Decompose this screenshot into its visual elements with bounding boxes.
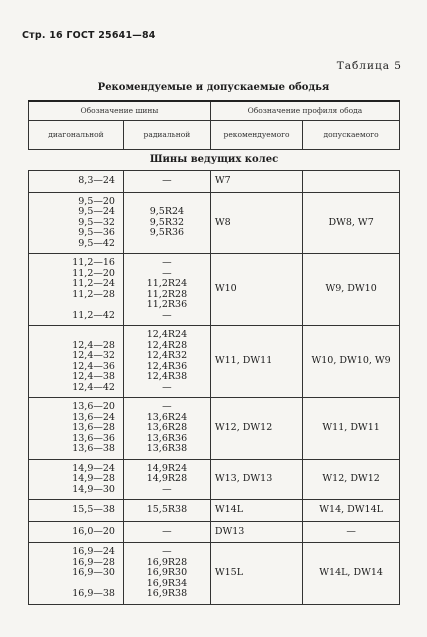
diagonal-cell-line: 13,6—20 bbox=[72, 401, 115, 412]
diagonal-cell bbox=[29, 500, 124, 522]
diagonal-cell-line: 13,6—38 bbox=[72, 443, 115, 454]
header-recommended: рекомендуемого bbox=[210, 121, 302, 150]
recommended-rim-cell: W11, DW11 bbox=[210, 326, 302, 398]
diagonal-cell-line: 16,9—24 bbox=[72, 546, 115, 557]
header-radial: радиальной bbox=[123, 121, 210, 150]
diagonal-cell-line bbox=[29, 330, 115, 341]
radial-cell bbox=[123, 500, 210, 522]
radial-cell-line: — bbox=[162, 175, 172, 186]
table-body bbox=[29, 171, 400, 605]
radial-cell-line: 9,5R24 bbox=[149, 206, 185, 217]
permitted-rim-cell: W14, DW14L bbox=[303, 500, 400, 522]
diagonal-cell bbox=[29, 326, 124, 398]
radial-cell-line: 11,2R24 bbox=[146, 278, 188, 289]
recommended-rim-cell: W7 bbox=[210, 171, 302, 193]
diagonal-cell bbox=[29, 192, 124, 254]
diagonal-cell-line bbox=[29, 300, 115, 311]
radial-cell-line: 13,6R36 bbox=[146, 432, 188, 444]
diagonal-cell bbox=[29, 543, 124, 605]
radial-cell bbox=[123, 398, 210, 460]
permitted-rim-cell: W11, DW11 bbox=[303, 398, 400, 460]
diagonal-cell-line: 8,3—24 bbox=[78, 175, 115, 186]
diagonal-cell bbox=[29, 459, 124, 500]
radial-cell-line: 12,4R38 bbox=[146, 371, 188, 382]
table-row bbox=[29, 543, 400, 605]
recommended-rim-cell: W14L bbox=[210, 500, 302, 522]
diagonal-cell-line: 16,0—20 bbox=[72, 525, 115, 537]
radial-cell-line: — bbox=[162, 309, 172, 321]
diagonal-cell bbox=[29, 521, 124, 543]
permitted-rim-cell bbox=[303, 171, 400, 193]
radial-cell-line: 9,5R36 bbox=[149, 227, 185, 238]
diagonal-cell-line: 12,4—28 bbox=[72, 339, 115, 351]
radial-cell bbox=[123, 171, 210, 193]
recommended-rim-cell: W13, DW13 bbox=[210, 459, 302, 500]
radial-cell-line: 13,6R28 bbox=[146, 422, 188, 433]
radial-cell-line: — bbox=[162, 483, 172, 495]
radial-cell bbox=[123, 521, 210, 543]
diagonal-cell-line: 12,4—36 bbox=[72, 360, 115, 372]
diagonal-cell bbox=[29, 254, 124, 326]
radial-cell-line: 12,4R36 bbox=[146, 360, 188, 372]
diagonal-cell-line: 13,6—28 bbox=[72, 422, 115, 433]
table-row bbox=[29, 398, 400, 460]
recommended-rim-cell: W12, DW12 bbox=[210, 398, 302, 460]
radial-cell-line: — bbox=[162, 381, 172, 393]
table-row bbox=[29, 192, 400, 254]
radial-cell-line: 12,4R28 bbox=[146, 339, 188, 351]
diagonal-cell-line: 14,9—30 bbox=[72, 483, 115, 495]
diagonal-cell-line: 14,9—24 bbox=[72, 462, 115, 474]
table-number: Таблица 5 bbox=[336, 60, 402, 72]
radial-cell bbox=[123, 254, 210, 326]
radial-cell-line bbox=[124, 239, 210, 250]
recommended-rim-cell: W8 bbox=[210, 192, 302, 254]
radial-cell-line: 11,2R36 bbox=[146, 299, 188, 310]
radial-cell-line: 16,9R30 bbox=[146, 567, 188, 578]
radial-cell-line: 14,9R24 bbox=[146, 462, 188, 474]
recommended-rim-cell: W10 bbox=[210, 254, 302, 326]
radial-cell-line: 16,9R38 bbox=[146, 588, 188, 599]
diagonal-cell-line: 12,4—42 bbox=[72, 381, 115, 393]
diagonal-cell-line: 11,2—16 bbox=[72, 257, 115, 268]
permitted-rim-cell: W12, DW12 bbox=[303, 459, 400, 500]
diagonal-cell-line: 9,5—36 bbox=[78, 227, 115, 238]
diagonal-cell-line: 9,5—24 bbox=[78, 206, 115, 217]
recommended-rim-cell: DW13 bbox=[210, 521, 302, 543]
table-row bbox=[29, 254, 400, 326]
radial-cell-line: 16,9R34 bbox=[146, 577, 188, 589]
diagonal-cell-line: 11,2—20 bbox=[72, 267, 115, 279]
diagonal-cell-line: 16,9—38 bbox=[72, 588, 115, 599]
table-row bbox=[29, 171, 400, 193]
diagonal-cell-line: 12,4—38 bbox=[72, 371, 115, 382]
header-row-2 bbox=[29, 121, 400, 150]
radial-cell-line: 13,6R24 bbox=[146, 411, 188, 423]
page-header: Стр. 16 ГОСТ 25641—84 bbox=[22, 30, 156, 41]
diagonal-cell-line: 13,6—24 bbox=[72, 411, 115, 423]
table-row bbox=[29, 521, 400, 543]
radial-cell bbox=[123, 192, 210, 254]
diagonal-cell-line: 12,4—32 bbox=[72, 350, 115, 361]
radial-cell-line: — bbox=[162, 546, 172, 557]
recommended-rim-cell: W15L bbox=[210, 543, 302, 605]
header-row-1 bbox=[29, 101, 400, 121]
diagonal-cell bbox=[29, 171, 124, 193]
diagonal-cell-line: 14,9—28 bbox=[72, 473, 115, 484]
rims-table bbox=[28, 100, 400, 605]
radial-cell-line: — bbox=[162, 525, 172, 537]
radial-cell bbox=[123, 326, 210, 398]
radial-cell bbox=[123, 543, 210, 605]
header-diagonal: диагональной bbox=[29, 121, 124, 150]
radial-cell-line: — bbox=[162, 257, 172, 268]
section-row bbox=[29, 150, 400, 171]
permitted-rim-cell: W10, DW10, W9 bbox=[303, 326, 400, 398]
radial-cell-line: 13,6R38 bbox=[146, 443, 188, 454]
table-caption: Рекомендуемые и допускаемые ободья bbox=[97, 82, 330, 93]
section-title: Шины ведущих колес bbox=[29, 150, 400, 171]
radial-cell-line: 11,2R28 bbox=[146, 288, 188, 300]
radial-cell-line: 14,9R28 bbox=[146, 473, 188, 484]
diagonal-cell-line: 11,2—28 bbox=[72, 288, 115, 300]
radial-cell bbox=[123, 459, 210, 500]
radial-cell-line: 9,5R32 bbox=[149, 216, 185, 228]
radial-cell-line: — bbox=[162, 267, 172, 279]
diagonal-cell-line: 9,5—32 bbox=[78, 216, 115, 228]
radial-cell-line: 12,4R24 bbox=[146, 329, 188, 340]
diagonal-cell-line: 16,9—30 bbox=[72, 567, 115, 578]
diagonal-cell-line: 9,5—20 bbox=[78, 195, 115, 207]
table-row bbox=[29, 326, 400, 398]
permitted-rim-cell: W9, DW10 bbox=[303, 254, 400, 326]
permitted-rim-cell: W14L, DW14 bbox=[303, 543, 400, 605]
diagonal-cell-line: 9,5—42 bbox=[78, 237, 115, 249]
diagonal-cell-line: 15,5—38 bbox=[72, 504, 115, 515]
radial-cell-line: 15,5R38 bbox=[146, 504, 188, 515]
header-tyre-designation: Обозначение шины bbox=[29, 101, 211, 121]
header-permitted: допускаемого bbox=[303, 121, 400, 150]
header-rim-profile-designation: Обозначение профиля обода bbox=[210, 101, 399, 121]
table-row bbox=[29, 459, 400, 500]
diagonal-cell-line: 11,2—24 bbox=[72, 278, 115, 289]
diagonal-cell-line: 16,9—28 bbox=[72, 556, 115, 568]
diagonal-cell-line: 13,6—36 bbox=[72, 432, 115, 444]
radial-cell-line: — bbox=[162, 401, 172, 412]
radial-cell-line: 12,4R32 bbox=[146, 350, 188, 361]
permitted-rim-cell: DW8, W7 bbox=[303, 192, 400, 254]
diagonal-cell bbox=[29, 398, 124, 460]
diagonal-cell-line: 11,2—42 bbox=[72, 309, 115, 321]
permitted-rim-cell: — bbox=[303, 521, 400, 543]
radial-cell-line: 16,9R28 bbox=[146, 556, 188, 568]
table-row bbox=[29, 500, 400, 522]
